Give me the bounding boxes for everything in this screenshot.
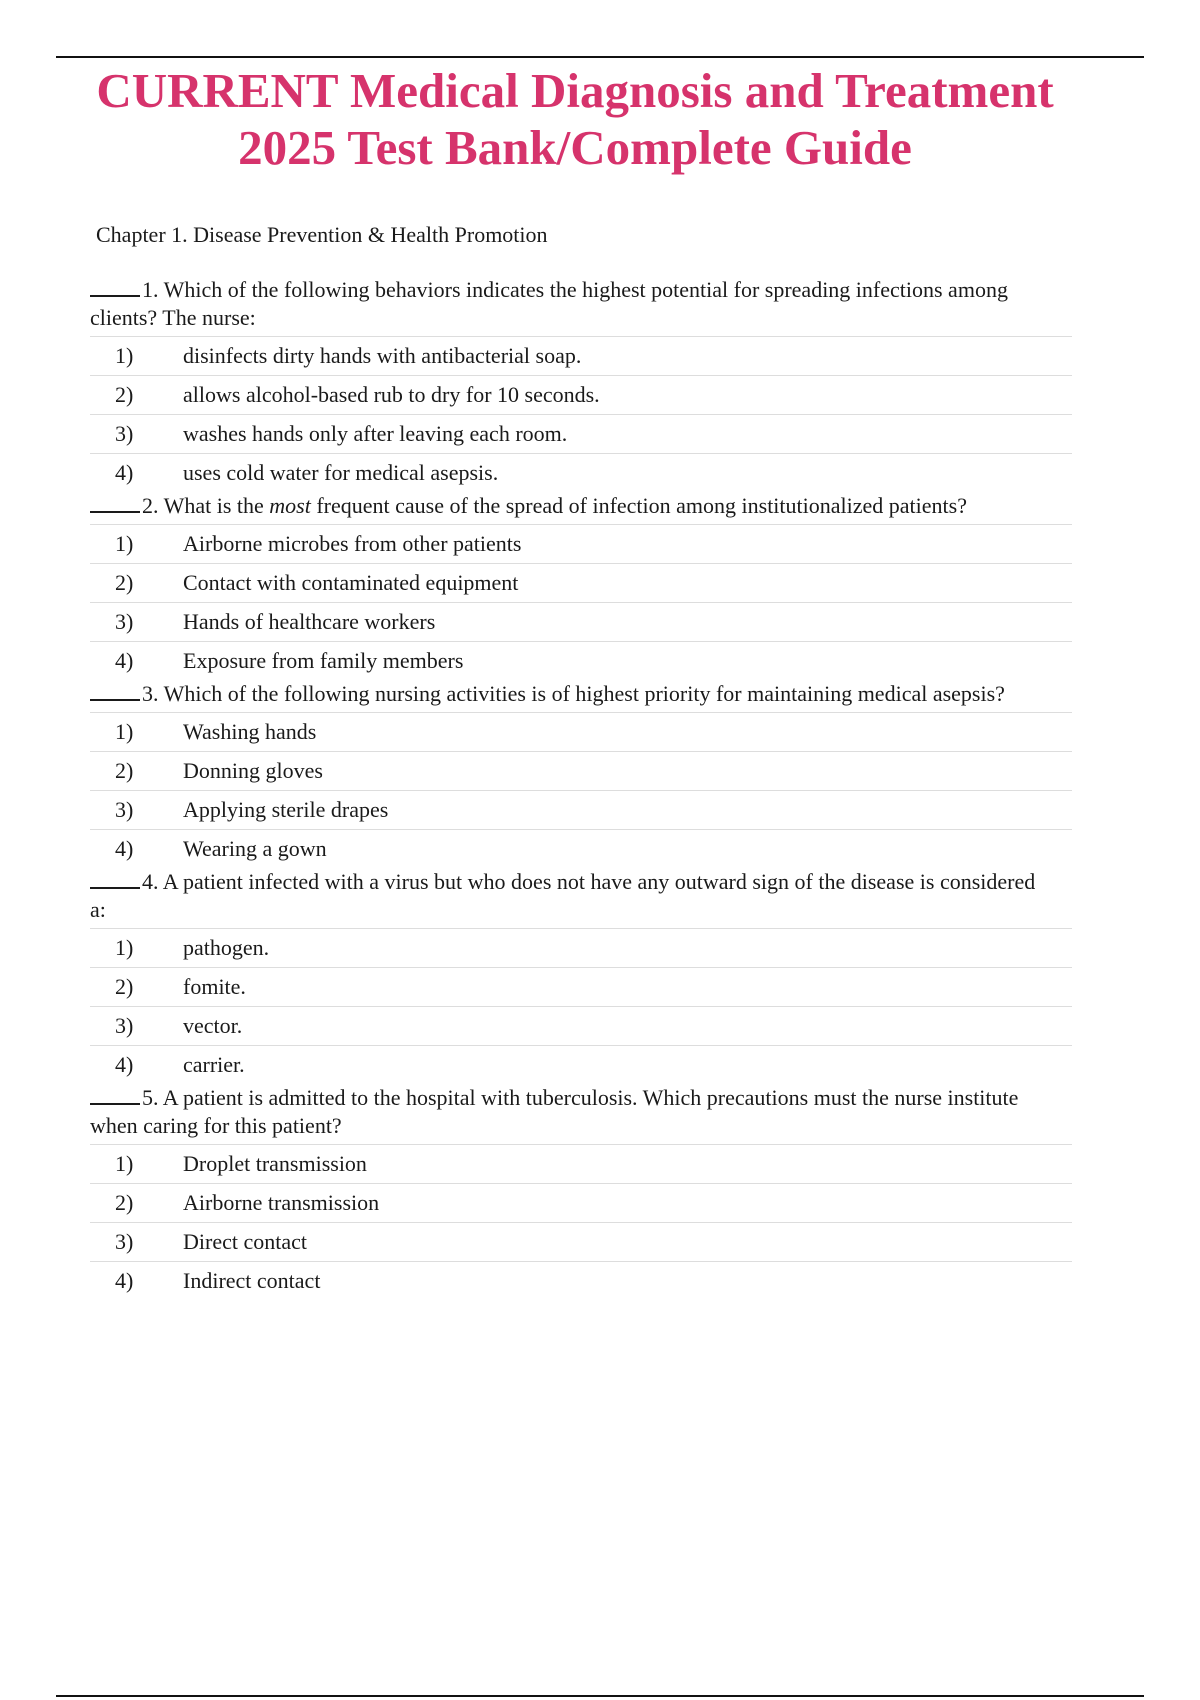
document-title — [40, 62, 1110, 176]
option-number: 3) — [115, 1013, 134, 1038]
answer-options — [90, 336, 1072, 492]
option-number: 2) — [115, 758, 134, 783]
option-number: 3) — [115, 797, 134, 822]
answer-option — [90, 1261, 1072, 1300]
option-text: vector. — [183, 1013, 243, 1038]
option-number: 4) — [115, 1052, 134, 1077]
option-number: 1) — [115, 1151, 134, 1176]
question-stem — [90, 276, 1040, 332]
answer-option — [90, 1183, 1072, 1222]
answer-option — [90, 1222, 1072, 1261]
option-number: 1) — [115, 719, 134, 744]
top-rule — [56, 56, 1144, 58]
answer-blank — [90, 681, 140, 701]
question-stem — [90, 1084, 1040, 1140]
option-text: fomite. — [183, 974, 246, 999]
question-3 — [90, 680, 1072, 868]
answer-option — [90, 1144, 1072, 1183]
option-number: 2) — [115, 382, 134, 407]
option-text: Droplet transmission — [183, 1151, 367, 1176]
question-stem-text: 2. What is the — [142, 493, 270, 518]
answer-option — [90, 414, 1072, 453]
question-stem — [90, 680, 1040, 708]
question-stem-text: 5. A patient is admitted to the hospital with tuberculosis. Which precautions must the nurse institute when caring for this patient? — [90, 1085, 1019, 1138]
answer-options — [90, 524, 1072, 680]
option-text: Indirect contact — [183, 1268, 321, 1293]
answer-option — [90, 790, 1072, 829]
question-stem — [90, 868, 1040, 924]
option-text: Applying sterile drapes — [183, 797, 389, 822]
chapter-heading: Chapter 1. Disease Prevention & Health Promotion — [96, 222, 548, 247]
option-number: 4) — [115, 460, 134, 485]
question-stem-text-continued: frequent cause of the spread of infection among institutionalized patients? — [310, 493, 967, 518]
answer-option — [90, 712, 1072, 751]
answer-blank — [90, 493, 140, 513]
option-number: 2) — [115, 1190, 134, 1215]
answer-option — [90, 1006, 1072, 1045]
answer-option — [90, 375, 1072, 414]
option-number: 2) — [115, 570, 134, 595]
question-5 — [90, 1084, 1072, 1300]
option-text: Donning gloves — [183, 758, 323, 783]
option-number: 4) — [115, 836, 134, 861]
bottom-rule — [56, 1695, 1144, 1697]
option-text: uses cold water for medical asepsis. — [183, 460, 499, 485]
question-stem — [90, 492, 1040, 520]
answer-option — [90, 967, 1072, 1006]
option-text: Washing hands — [183, 719, 317, 744]
answer-option — [90, 336, 1072, 375]
option-number: 3) — [115, 1229, 134, 1254]
option-text: Hands of healthcare workers — [183, 609, 436, 634]
answer-option — [90, 751, 1072, 790]
answer-option — [90, 829, 1072, 868]
answer-option — [90, 524, 1072, 563]
answer-option — [90, 453, 1072, 492]
question-4 — [90, 868, 1072, 1084]
title-line-1: CURRENT Medical Diagnosis and Treatment — [96, 63, 1054, 118]
option-text: disinfects dirty hands with antibacterial soap. — [183, 343, 582, 368]
question-1 — [90, 276, 1072, 492]
option-text: Direct contact — [183, 1229, 307, 1254]
answer-option — [90, 641, 1072, 680]
answer-blank — [90, 1085, 140, 1105]
answer-options — [90, 928, 1072, 1084]
option-text: allows alcohol-based rub to dry for 10 seconds. — [183, 382, 600, 407]
option-number: 1) — [115, 343, 134, 368]
option-number: 1) — [115, 935, 134, 960]
option-text: Wearing a gown — [183, 836, 327, 861]
answer-option — [90, 602, 1072, 641]
option-number: 3) — [115, 421, 134, 446]
question-stem-text: 3. Which of the following nursing activities is of highest priority for maintaining medical asepsis? — [142, 681, 1005, 706]
answer-option — [90, 1045, 1072, 1084]
option-text: pathogen. — [183, 935, 270, 960]
question-2 — [90, 492, 1072, 680]
option-number: 2) — [115, 974, 134, 999]
option-number: 4) — [115, 1268, 134, 1293]
option-text: carrier. — [183, 1052, 245, 1077]
answer-option — [90, 928, 1072, 967]
title-line-2: 2025 Test Bank/Complete Guide — [238, 120, 912, 175]
question-list — [90, 276, 1072, 1300]
answer-option — [90, 563, 1072, 602]
question-stem-emphasis: most — [269, 493, 311, 518]
option-text: Contact with contaminated equipment — [183, 570, 519, 595]
option-number: 4) — [115, 648, 134, 673]
option-number: 1) — [115, 531, 134, 556]
question-stem-text: 4. A patient infected with a virus but who does not have any outward sign of the disease is considered a: — [90, 869, 1036, 922]
answer-options — [90, 1144, 1072, 1300]
option-text: washes hands only after leaving each room. — [183, 421, 568, 446]
option-number: 3) — [115, 609, 134, 634]
question-stem-text: 1. Which of the following behaviors indicates the highest potential for spreading infections among clients? The nurse: — [90, 277, 1008, 330]
answer-options — [90, 712, 1072, 868]
answer-blank — [90, 869, 140, 889]
option-text: Exposure from family members — [183, 648, 464, 673]
answer-blank — [90, 277, 140, 297]
option-text: Airborne transmission — [183, 1190, 380, 1215]
option-text: Airborne microbes from other patients — [183, 531, 522, 556]
